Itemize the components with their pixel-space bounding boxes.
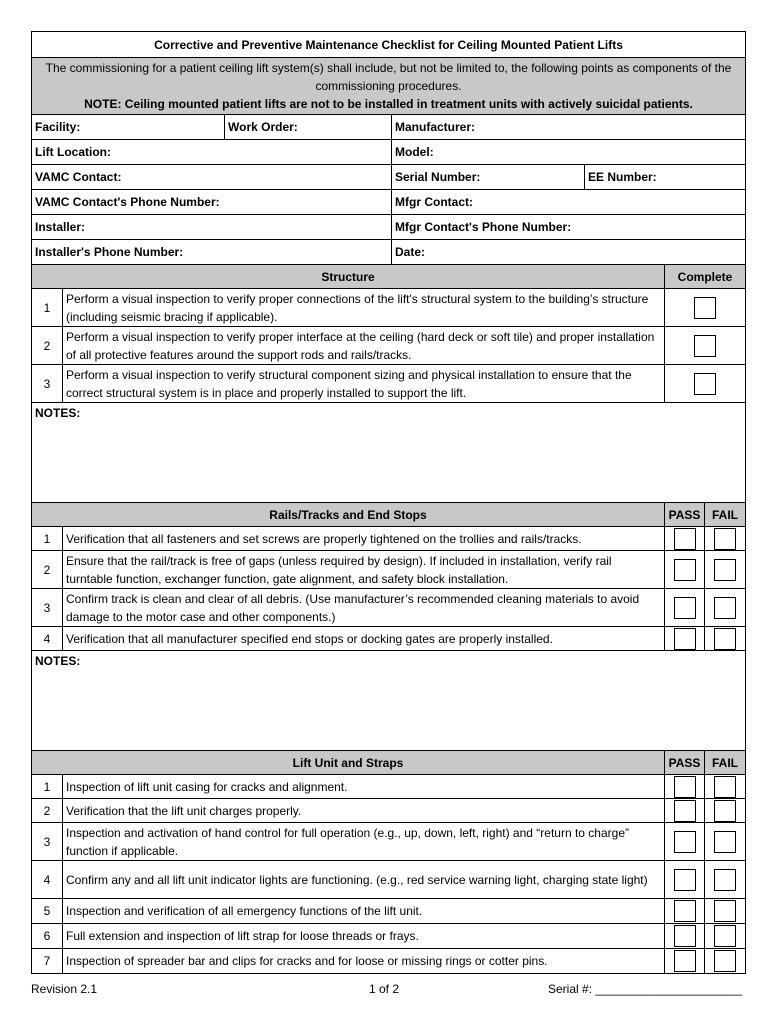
item-description: Inspection of lift unit casing for cracks and alignment.	[63, 775, 665, 799]
lift-row	[32, 949, 746, 974]
rails-row	[32, 627, 746, 651]
serial-number-field[interactable]: Serial Number:	[392, 165, 585, 190]
pass-checkbox[interactable]	[674, 925, 696, 947]
complete-checkbox[interactable]	[694, 335, 716, 357]
item-description: Confirm any and all lift unit indicator lights are functioning. (e.g., red service warning light, charging state light)	[63, 861, 665, 899]
structure-row	[32, 289, 746, 327]
form-title: Corrective and Preventive Maintenance Checklist for Ceiling Mounted Patient Lifts	[32, 32, 746, 58]
fail-checkbox[interactable]	[714, 869, 736, 891]
fail-checkbox[interactable]	[714, 559, 736, 581]
model-field[interactable]: Model:	[392, 140, 746, 165]
pass-checkbox[interactable]	[674, 628, 696, 650]
item-number: 4	[32, 861, 63, 899]
work-order-field[interactable]: Work Order:	[225, 115, 392, 140]
intro-note: NOTE: Ceiling mounted patient lifts are not to be installed in treatment units with actively suicidal patients.	[84, 97, 693, 111]
item-number: 2	[32, 551, 63, 589]
fail-checkbox[interactable]	[714, 900, 736, 922]
intro-block	[32, 58, 746, 115]
fail-column-header: FAIL	[705, 503, 746, 527]
complete-checkbox[interactable]	[694, 297, 716, 319]
pass-checkbox[interactable]	[674, 597, 696, 619]
item-description: Ensure that the rail/track is free of gaps (unless required by design). If included in installation, verify rail turntable function, exchanger function, gate alignment, and safety block installation.	[63, 551, 665, 589]
item-number: 3	[32, 365, 63, 403]
pass-checkbox[interactable]	[674, 800, 696, 822]
item-number: 1	[32, 527, 63, 551]
revision-label: Revision 2.1	[31, 982, 98, 996]
installer-phone-field[interactable]: Installer's Phone Number:	[32, 240, 392, 265]
item-description: Verification that all manufacturer specified end stops or docking gates are properly installed.	[63, 627, 665, 651]
complete-checkbox[interactable]	[694, 373, 716, 395]
installer-field[interactable]: Installer:	[32, 215, 392, 240]
item-description: Perform a visual inspection to verify structural component sizing and physical installation to ensure that the correct structural system is in place and properly installed to support the lift.	[63, 365, 665, 403]
date-field[interactable]: Date:	[392, 240, 746, 265]
item-description: Inspection and activation of hand control for full operation (e.g., up, down, left, right) and “return to charge” function if applicable.	[63, 823, 665, 861]
manufacturer-field[interactable]: Manufacturer:	[392, 115, 746, 140]
serial-footer: Serial #: ______________________	[548, 982, 743, 996]
pass-checkbox[interactable]	[674, 776, 696, 798]
item-number: 7	[32, 949, 63, 974]
page-footer	[31, 982, 745, 1000]
rails-row	[32, 527, 746, 551]
pass-checkbox[interactable]	[674, 950, 696, 972]
page-number: 1 of 2	[369, 982, 400, 996]
fail-column-header: FAIL	[705, 751, 746, 775]
item-description: Inspection and verification of all emergency functions of the lift unit.	[63, 899, 665, 924]
structure-row	[32, 365, 746, 403]
lift-row	[32, 924, 746, 949]
item-description: Inspection of spreader bar and clips for cracks and for loose or missing rings or cotter pins.	[63, 949, 665, 974]
lift-row	[32, 899, 746, 924]
item-number: 2	[32, 327, 63, 365]
structure-section-title: Structure	[32, 265, 665, 289]
fail-checkbox[interactable]	[714, 776, 736, 798]
item-number: 4	[32, 627, 63, 651]
item-description: Perform a visual inspection to verify proper connections of the lift's structural system to the building’s structure (including seismic bracing if applicable).	[63, 289, 665, 327]
item-description: Full extension and inspection of lift strap for loose threads or frays.	[63, 924, 665, 949]
intro-text: The commissioning for a patient ceiling lift system(s) shall include, but not be limited to, the following points as components of the commissioning procedures.	[45, 61, 732, 93]
lift-row	[32, 775, 746, 799]
mfgr-contact-field[interactable]: Mfgr Contact:	[392, 190, 746, 215]
lift-row	[32, 823, 746, 861]
item-number: 5	[32, 899, 63, 924]
fail-checkbox[interactable]	[714, 800, 736, 822]
checklist-table	[31, 31, 746, 974]
pass-column-header: PASS	[665, 503, 705, 527]
item-number: 1	[32, 775, 63, 799]
fail-checkbox[interactable]	[714, 628, 736, 650]
fail-checkbox[interactable]	[714, 950, 736, 972]
fail-checkbox[interactable]	[714, 597, 736, 619]
item-description: Verification that the lift unit charges properly.	[63, 799, 665, 823]
complete-column-header: Complete	[665, 265, 746, 289]
item-number: 2	[32, 799, 63, 823]
pass-checkbox[interactable]	[674, 831, 696, 853]
vamc-phone-field[interactable]: VAMC Contact's Phone Number:	[32, 190, 392, 215]
fail-checkbox[interactable]	[714, 528, 736, 550]
pass-checkbox[interactable]	[674, 528, 696, 550]
item-number: 6	[32, 924, 63, 949]
facility-field[interactable]: Facility:	[32, 115, 225, 140]
lift-row	[32, 799, 746, 823]
item-number: 3	[32, 589, 63, 627]
pass-column-header: PASS	[665, 751, 705, 775]
lift-location-field[interactable]: Lift Location:	[32, 140, 392, 165]
pass-checkbox[interactable]	[674, 869, 696, 891]
structure-row	[32, 327, 746, 365]
fail-checkbox[interactable]	[714, 831, 736, 853]
item-number: 3	[32, 823, 63, 861]
mfgr-phone-field[interactable]: Mfgr Contact's Phone Number:	[392, 215, 746, 240]
lift-section-title: Lift Unit and Straps	[32, 751, 665, 775]
rails-row	[32, 589, 746, 627]
rails-section-title: Rails/Tracks and End Stops	[32, 503, 665, 527]
lift-row	[32, 861, 746, 899]
item-description: Verification that all fasteners and set screws are properly tightened on the trollies and rails/tracks.	[63, 527, 665, 551]
rails-notes[interactable]: NOTES:	[32, 651, 746, 751]
rails-row	[32, 551, 746, 589]
pass-checkbox[interactable]	[674, 559, 696, 581]
ee-number-field[interactable]: EE Number:	[585, 165, 746, 190]
item-description: Confirm track is clean and clear of all debris. (Use manufacturer’s recommended cleaning materials to avoid damage to the motor case and other components.)	[63, 589, 665, 627]
vamc-contact-field[interactable]: VAMC Contact:	[32, 165, 392, 190]
fail-checkbox[interactable]	[714, 925, 736, 947]
pass-checkbox[interactable]	[674, 900, 696, 922]
structure-notes[interactable]: NOTES:	[32, 403, 746, 503]
item-description: Perform a visual inspection to verify proper interface at the ceiling (hard deck or soft tile) and proper installation of all protective features around the support rods and rails/tracks.	[63, 327, 665, 365]
item-number: 1	[32, 289, 63, 327]
